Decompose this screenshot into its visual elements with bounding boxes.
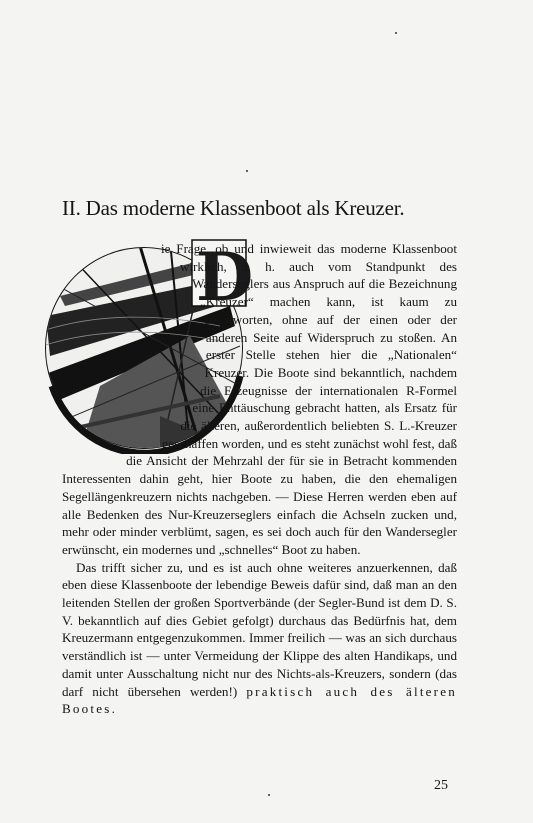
page-number: 25 <box>434 778 448 793</box>
paragraph-2 <box>62 559 457 718</box>
paragraph-2-text: Das trifft sicher zu, und es ist auch ohne weiteres anzuerkennen, daß eben diese Klassenboote der lebendige Beweis dafür sind, daß man an den leitenden Stellen der großen Sportverbände (der Segler-Bund ist dem D. S. V. bekanntlich auf dies Gebiet gefolgt) durchaus das Bedürfnis hat, dem Kreuzermann entgegenzukommen. Immer freilich — was an sich durchaus verständlich ist — unter Vermeidung der Klippe des alten Handikaps, und damit unter Ausschaltung nicht nur des Nichts-als-Kreuzers, sondern (das darf nicht übersehen werden!) <box>62 559 457 699</box>
dropcap-letter: D <box>196 238 254 316</box>
paragraph-1: ie Frage, ob und inwieweit das moderne Klassenboot wirklich, d. h. auch vom Standpunkt des Wanderseglers aus Anspruch auf die Bezeichnung „Kreuzer“ machen kann, ist kaum zu beantworten, ohne auf der einen oder der anderen Seite auf Widerspruch zu stoßen. An erster Stelle stehen hier die „Nationalen“ Kreuzer. Die Boote sind bekanntlich, nachdem die Erzeugnisse der internationalen R-Formel eine Enttäuschung gebracht hatten, als Ersatz für die älteren, außerordentlich beliebten S. L.-Kreuzer geschaffen worden, und es steht zunächst wohl fest, daß die Ansicht der Mehrzahl der für sie in Betracht kommenden Interessenten dahin geht, hier Boote zu haben, die den ehemaligen Segellängenkreuzern nichts nachgeben. — Diese Herren werden eben auf alle Bedenken des Nur-Kreuzerseglers einfach die Achseln zucken und, mehr oder minder verblümt, sagen, es sei doch auch für den Wandersegler erwünscht, ein modernes und „schnelles“ Boot zu haben. <box>62 241 457 557</box>
print-speck <box>246 170 248 172</box>
body-text <box>62 240 457 718</box>
chapter-heading: II. Das moderne Klassenboot als Kreuzer. <box>62 196 405 220</box>
spaced-phrase: praktisch auch des älteren Bootes. <box>62 683 457 717</box>
print-speck <box>268 794 270 796</box>
print-speck <box>395 32 397 34</box>
